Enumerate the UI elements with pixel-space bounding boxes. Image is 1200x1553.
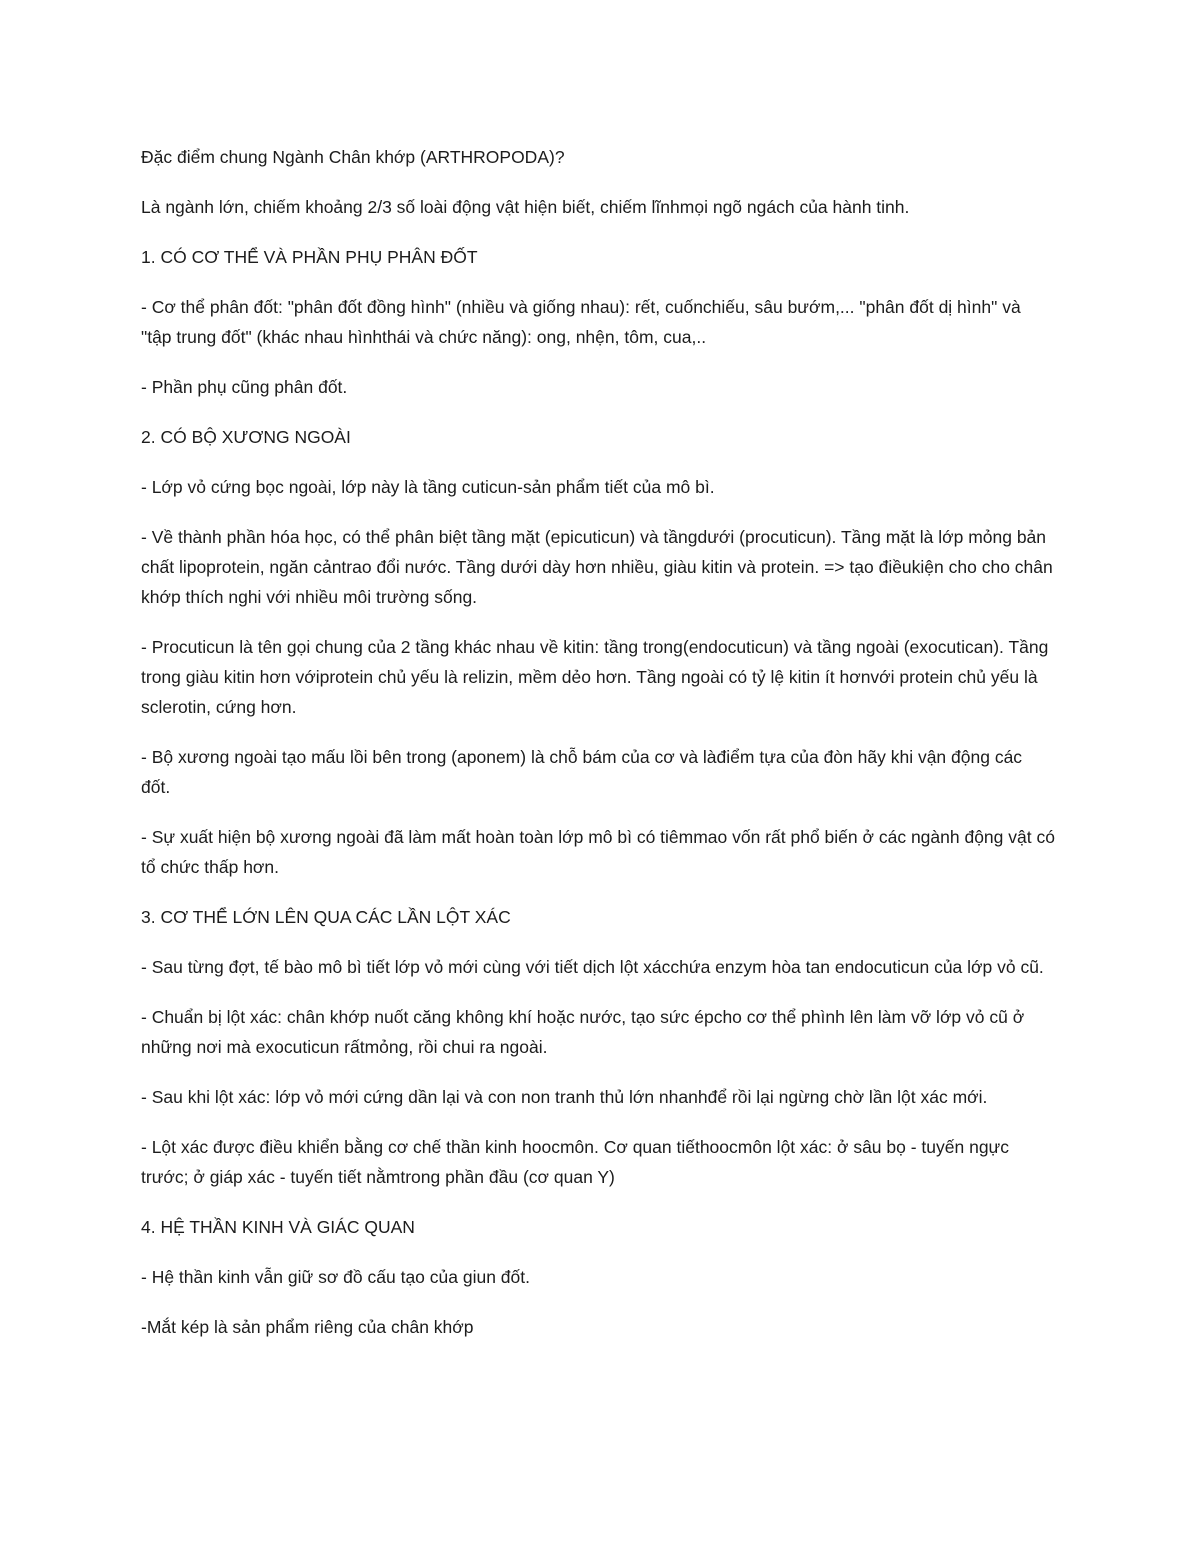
paragraph: - Về thành phần hóa học, có thể phân biệt tầng mặt (epicuticun) và tầngdưới (procuticun). Tầng mặt là lớp mỏng bản chất lipoprotein, ngăn cảntrao đổi nước. Tầng dưới dày hơn nhiều, giàu kitin và protein. => tạo điềukiện cho cho chân khớp thích nghi với nhiều môi trường sống. [141,527,1053,607]
section-heading-1: 1. CÓ CƠ THỂ VÀ PHẦN PHỤ PHÂN ĐỐT [141,247,478,267]
paragraph: - Chuẩn bị lột xác: chân khớp nuốt căng không khí hoặc nước, tạo sức épcho cơ thể phình lên làm vỡ lớp vỏ cũ ở những nơi mà exocuticun rấtmỏng, rồi chui ra ngoài. [141,1007,1025,1057]
paragraph: - Phần phụ cũng phân đốt. [141,377,348,397]
document-body [141,142,1056,1362]
paragraph: - Sau khi lột xác: lớp vỏ mới cứng dần lại và con non tranh thủ lớn nhanhđể rồi lại ngừng chờ lần lột xác mới. [141,1087,988,1107]
paragraph: - Lột xác được điều khiển bằng cơ chế thần kinh hoocmôn. Cơ quan tiếthoocmôn lột xác: ở sâu bọ - tuyến ngực trước; ở giáp xác - tuyến tiết nằmtrong phần đầu (cơ quan Y) [141,1137,1010,1187]
paragraph: -Mắt kép là sản phẩm riêng của chân khớp [141,1317,474,1337]
section-heading-4: 4. HỆ THẦN KINH VÀ GIÁC QUAN [141,1217,415,1237]
section-heading-3: 3. CƠ THỂ LỚN LÊN QUA CÁC LẦN LỘT XÁC [141,907,511,927]
paragraph: - Sự xuất hiện bộ xương ngoài đã làm mất hoàn toàn lớp mô bì có tiêmmao vốn rất phổ biến ở các ngành động vật có tổ chức thấp hơn. [141,827,1055,877]
paragraph: - Lớp vỏ cứng bọc ngoài, lớp này là tầng cuticun-sản phẩm tiết của mô bì. [141,477,715,497]
section-heading-2: 2. CÓ BỘ XƯƠNG NGOÀI [141,427,351,447]
paragraph: - Procuticun là tên gọi chung của 2 tầng khác nhau về kitin: tầng trong(endocuticun) và tầng ngoài (exocutican). Tầng trong giàu kitin hơn vớiprotein chủ yếu là relizin, mềm dẻo hơn. Tầng ngoài có tỷ lệ kitin ít hơnvới protein chủ yếu là sclerotin, cứng hơn. [141,637,1049,717]
document-title: Đặc điểm chung Ngành Chân khớp (ARTHROPODA)? [141,147,565,167]
paragraph: - Hệ thần kinh vẫn giữ sơ đồ cấu tạo của giun đốt. [141,1267,530,1287]
paragraph: - Bộ xương ngoài tạo mấu lồi bên trong (aponem) là chỗ bám của cơ và làđiểm tựa của đòn hãy khi vận động các đốt. [141,747,1023,797]
intro-paragraph: Là ngành lớn, chiếm khoảng 2/3 số loài động vật hiện biết, chiếm lĩnhmọi ngõ ngách của hành tinh. [141,197,910,217]
paragraph: - Sau từng đợt, tế bào mô bì tiết lớp vỏ mới cùng với tiết dịch lột xácchứa enzym hòa tan endocuticun của lớp vỏ cũ. [141,957,1044,977]
paragraph: - Cơ thể phân đốt: "phân đốt đồng hình" (nhiều và giống nhau): rết, cuốnchiếu, sâu bướm,... "phân đốt dị hình" và "tập trung đốt" (khác nhau hìnhthái và chức năng): ong, nhện, tôm, cua,.. [141,297,1021,347]
